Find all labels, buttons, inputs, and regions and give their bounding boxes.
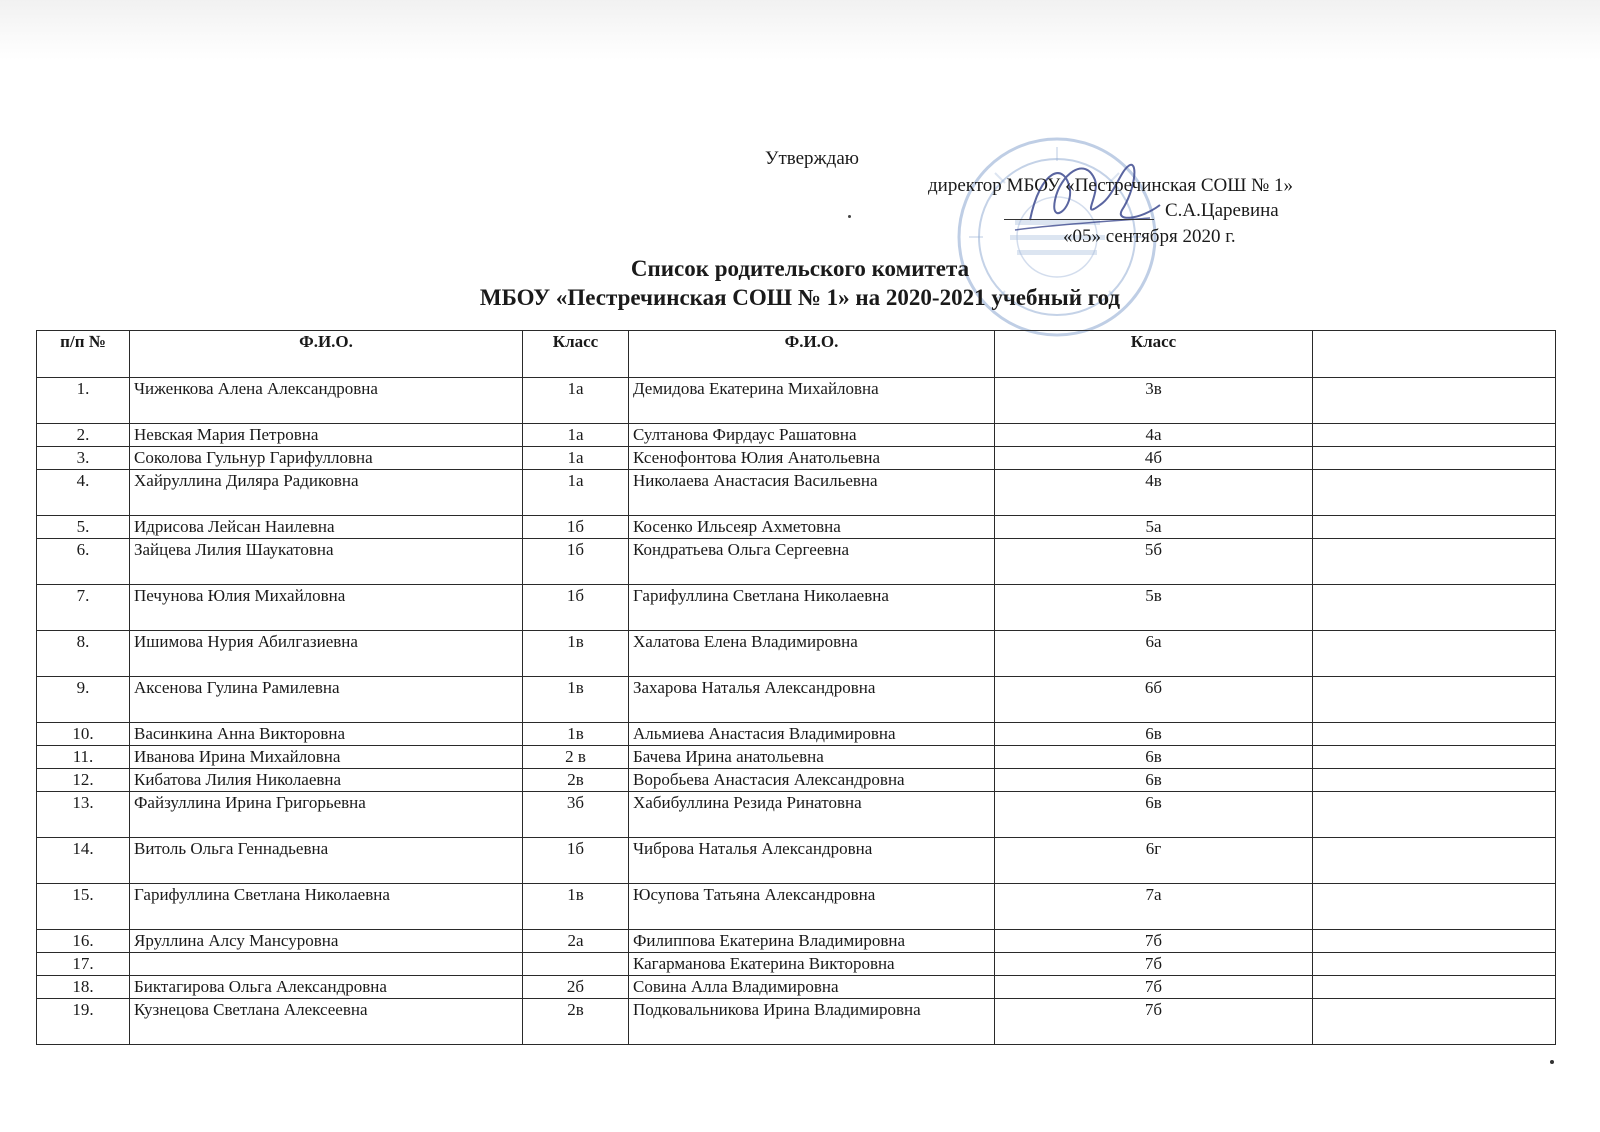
parent-name-2: Косенко Ильсеяр Ахметовна bbox=[629, 516, 995, 539]
table-row bbox=[37, 930, 1556, 953]
empty-cell bbox=[1313, 470, 1556, 516]
parent-name-1: Ишимова Нурия Абилгазиевна bbox=[130, 631, 523, 677]
parent-name-1: Яруллина Алсу Мансуровна bbox=[130, 930, 523, 953]
row-number: 3. bbox=[37, 447, 130, 470]
table-row bbox=[37, 999, 1556, 1045]
class-1: 1б bbox=[523, 516, 629, 539]
header-number: п/п № bbox=[37, 331, 130, 378]
class-1: 1в bbox=[523, 677, 629, 723]
row-number: 12. bbox=[37, 769, 130, 792]
class-1: 1а bbox=[523, 424, 629, 447]
class-2: 6в bbox=[995, 723, 1313, 746]
parent-name-2: Захарова Наталья Александровна bbox=[629, 677, 995, 723]
table-row bbox=[37, 677, 1556, 723]
signer-name: С.А.Царевина bbox=[1165, 200, 1279, 221]
scan-speck bbox=[848, 215, 851, 218]
table-row bbox=[37, 516, 1556, 539]
row-number: 1. bbox=[37, 378, 130, 424]
parent-name-1: Файзуллина Ирина Григорьевна bbox=[130, 792, 523, 838]
class-2: 6а bbox=[995, 631, 1313, 677]
empty-cell bbox=[1313, 976, 1556, 999]
parent-name-1: Соколова Гульнур Гарифулловна bbox=[130, 447, 523, 470]
approval-label: Утверждаю bbox=[765, 148, 859, 169]
parent-name-2: Султанова Фирдаус Рашатовна bbox=[629, 424, 995, 447]
table-row bbox=[37, 470, 1556, 516]
class-2: 4в bbox=[995, 470, 1313, 516]
empty-cell bbox=[1313, 769, 1556, 792]
parent-name-1: Аксенова Гулина Рамилевна bbox=[130, 677, 523, 723]
empty-cell bbox=[1313, 792, 1556, 838]
document-subtitle: МБОУ «Пестречинская СОШ № 1» на 2020-2021 учебный год bbox=[479, 285, 1121, 310]
director-title: директор МБОУ «Пестречинская СОШ № 1» bbox=[928, 175, 1294, 196]
class-1: 2в bbox=[523, 769, 629, 792]
row-number: 8. bbox=[37, 631, 130, 677]
parent-name-1: Идрисова Лейсан Наилевна bbox=[130, 516, 523, 539]
class-2: 7б bbox=[995, 976, 1313, 999]
parent-name-1: Витоль Ольга Геннадьевна bbox=[130, 838, 523, 884]
parent-name-1: Гарифуллина Светлана Николаевна bbox=[130, 884, 523, 930]
table-row bbox=[37, 976, 1556, 999]
row-number: 15. bbox=[37, 884, 130, 930]
class-1: 1б bbox=[523, 838, 629, 884]
row-number: 9. bbox=[37, 677, 130, 723]
class-1 bbox=[523, 953, 629, 976]
parent-name-2: Кондратьева Ольга Сергеевна bbox=[629, 539, 995, 585]
parent-name-1 bbox=[130, 953, 523, 976]
empty-cell bbox=[1313, 884, 1556, 930]
parent-name-1: Кибатова Лилия Николаевна bbox=[130, 769, 523, 792]
class-2: 6в bbox=[995, 769, 1313, 792]
parent-name-2: Воробьева Анастасия Александровна bbox=[629, 769, 995, 792]
table-row bbox=[37, 884, 1556, 930]
class-1: 1в bbox=[523, 884, 629, 930]
table-row bbox=[37, 769, 1556, 792]
row-number: 13. bbox=[37, 792, 130, 838]
class-2: 6в bbox=[995, 746, 1313, 769]
parent-name-1: Биктагирова Ольга Александровна bbox=[130, 976, 523, 999]
table-row bbox=[37, 585, 1556, 631]
parent-name-2: Ксенофонтова Юлия Анатольевна bbox=[629, 447, 995, 470]
parent-name-1: Чиженкова Алена Александровна bbox=[130, 378, 523, 424]
header-name-2: Ф.И.О. bbox=[629, 331, 995, 378]
parent-name-1: Кузнецова Светлана Алексеевна bbox=[130, 999, 523, 1045]
class-2: 7б bbox=[995, 953, 1313, 976]
header-class-2: Класс bbox=[995, 331, 1313, 378]
class-2: 7а bbox=[995, 884, 1313, 930]
parent-name-2: Юсупова Татьяна Александровна bbox=[629, 884, 995, 930]
class-1: 1а bbox=[523, 447, 629, 470]
empty-cell bbox=[1313, 746, 1556, 769]
document-title: Список родительского комитета bbox=[630, 256, 970, 281]
parent-name-2: Гарифуллина Светлана Николаевна bbox=[629, 585, 995, 631]
table-row bbox=[37, 953, 1556, 976]
class-2: 7б bbox=[995, 999, 1313, 1045]
class-2: 6в bbox=[995, 792, 1313, 838]
empty-cell bbox=[1313, 516, 1556, 539]
class-2: 6б bbox=[995, 677, 1313, 723]
class-1: 1в bbox=[523, 723, 629, 746]
class-1: 3б bbox=[523, 792, 629, 838]
empty-cell bbox=[1313, 838, 1556, 884]
class-2: 5в bbox=[995, 585, 1313, 631]
parent-name-2: Совина Алла Владимировна bbox=[629, 976, 995, 999]
class-1: 2а bbox=[523, 930, 629, 953]
class-2: 4а bbox=[995, 424, 1313, 447]
table-row bbox=[37, 631, 1556, 677]
parent-name-1: Хайруллина Диляра Радиковна bbox=[130, 470, 523, 516]
row-number: 7. bbox=[37, 585, 130, 631]
empty-cell bbox=[1313, 723, 1556, 746]
table-row bbox=[37, 447, 1556, 470]
row-number: 4. bbox=[37, 470, 130, 516]
header-class-1: Класс bbox=[523, 331, 629, 378]
row-number: 18. bbox=[37, 976, 130, 999]
class-1: 1а bbox=[523, 378, 629, 424]
parent-name-2: Хабибуллина Резида Ринатовна bbox=[629, 792, 995, 838]
row-number: 16. bbox=[37, 930, 130, 953]
approval-date: «05» сентября 2020 г. bbox=[1063, 226, 1236, 247]
empty-cell bbox=[1313, 953, 1556, 976]
class-2: 4б bbox=[995, 447, 1313, 470]
row-number: 6. bbox=[37, 539, 130, 585]
row-number: 17. bbox=[37, 953, 130, 976]
parent-name-1: Печунова Юлия Михайловна bbox=[130, 585, 523, 631]
row-number: 2. bbox=[37, 424, 130, 447]
empty-cell bbox=[1313, 930, 1556, 953]
table-row bbox=[37, 838, 1556, 884]
table-header-row bbox=[37, 331, 1556, 378]
row-number: 5. bbox=[37, 516, 130, 539]
class-2: 6г bbox=[995, 838, 1313, 884]
header-empty bbox=[1313, 331, 1556, 378]
parent-name-1: Иванова Ирина Михайловна bbox=[130, 746, 523, 769]
empty-cell bbox=[1313, 631, 1556, 677]
table-row bbox=[37, 539, 1556, 585]
table-row bbox=[37, 792, 1556, 838]
class-1: 1а bbox=[523, 470, 629, 516]
parent-name-2: Подковальникова Ирина Владимировна bbox=[629, 999, 995, 1045]
parent-name-2: Демидова Екатерина Михайловна bbox=[629, 378, 995, 424]
parent-name-2: Филиппова Екатерина Владимировна bbox=[629, 930, 995, 953]
empty-cell bbox=[1313, 999, 1556, 1045]
empty-cell bbox=[1313, 424, 1556, 447]
row-number: 14. bbox=[37, 838, 130, 884]
scan-speck bbox=[1550, 1060, 1554, 1064]
class-1: 1в bbox=[523, 631, 629, 677]
parent-name-2: Чиброва Наталья Александровна bbox=[629, 838, 995, 884]
class-1: 1б bbox=[523, 585, 629, 631]
row-number: 11. bbox=[37, 746, 130, 769]
table-row bbox=[37, 723, 1556, 746]
empty-cell bbox=[1313, 447, 1556, 470]
row-number: 19. bbox=[37, 999, 130, 1045]
class-1: 2 в bbox=[523, 746, 629, 769]
header-name-1: Ф.И.О. bbox=[130, 331, 523, 378]
class-1: 2в bbox=[523, 999, 629, 1045]
parent-name-2: Кагарманова Екатерина Викторовна bbox=[629, 953, 995, 976]
table-row bbox=[37, 746, 1556, 769]
empty-cell bbox=[1313, 378, 1556, 424]
empty-cell bbox=[1313, 677, 1556, 723]
class-2: 5б bbox=[995, 539, 1313, 585]
parent-name-2: Альмиева Анастасия Владимировна bbox=[629, 723, 995, 746]
parent-name-2: Николаева Анастасия Васильевна bbox=[629, 470, 995, 516]
parent-name-1: Васинкина Анна Викторовна bbox=[130, 723, 523, 746]
parent-name-2: Бачева Ирина анатольевна bbox=[629, 746, 995, 769]
committee-table bbox=[36, 330, 1556, 1045]
table-row bbox=[37, 378, 1556, 424]
row-number: 10. bbox=[37, 723, 130, 746]
empty-cell bbox=[1313, 585, 1556, 631]
class-2: 7б bbox=[995, 930, 1313, 953]
parent-name-1: Зайцева Лилия Шаукатовна bbox=[130, 539, 523, 585]
parent-name-2: Халатова Елена Владимировна bbox=[629, 631, 995, 677]
class-2: 5а bbox=[995, 516, 1313, 539]
empty-cell bbox=[1313, 539, 1556, 585]
parent-name-1: Невская Мария Петровна bbox=[130, 424, 523, 447]
scan-edge-shading bbox=[0, 0, 1600, 60]
class-1: 2б bbox=[523, 976, 629, 999]
class-1: 1б bbox=[523, 539, 629, 585]
signature-line bbox=[1004, 219, 1154, 220]
table-row bbox=[37, 424, 1556, 447]
class-2: 3в bbox=[995, 378, 1313, 424]
